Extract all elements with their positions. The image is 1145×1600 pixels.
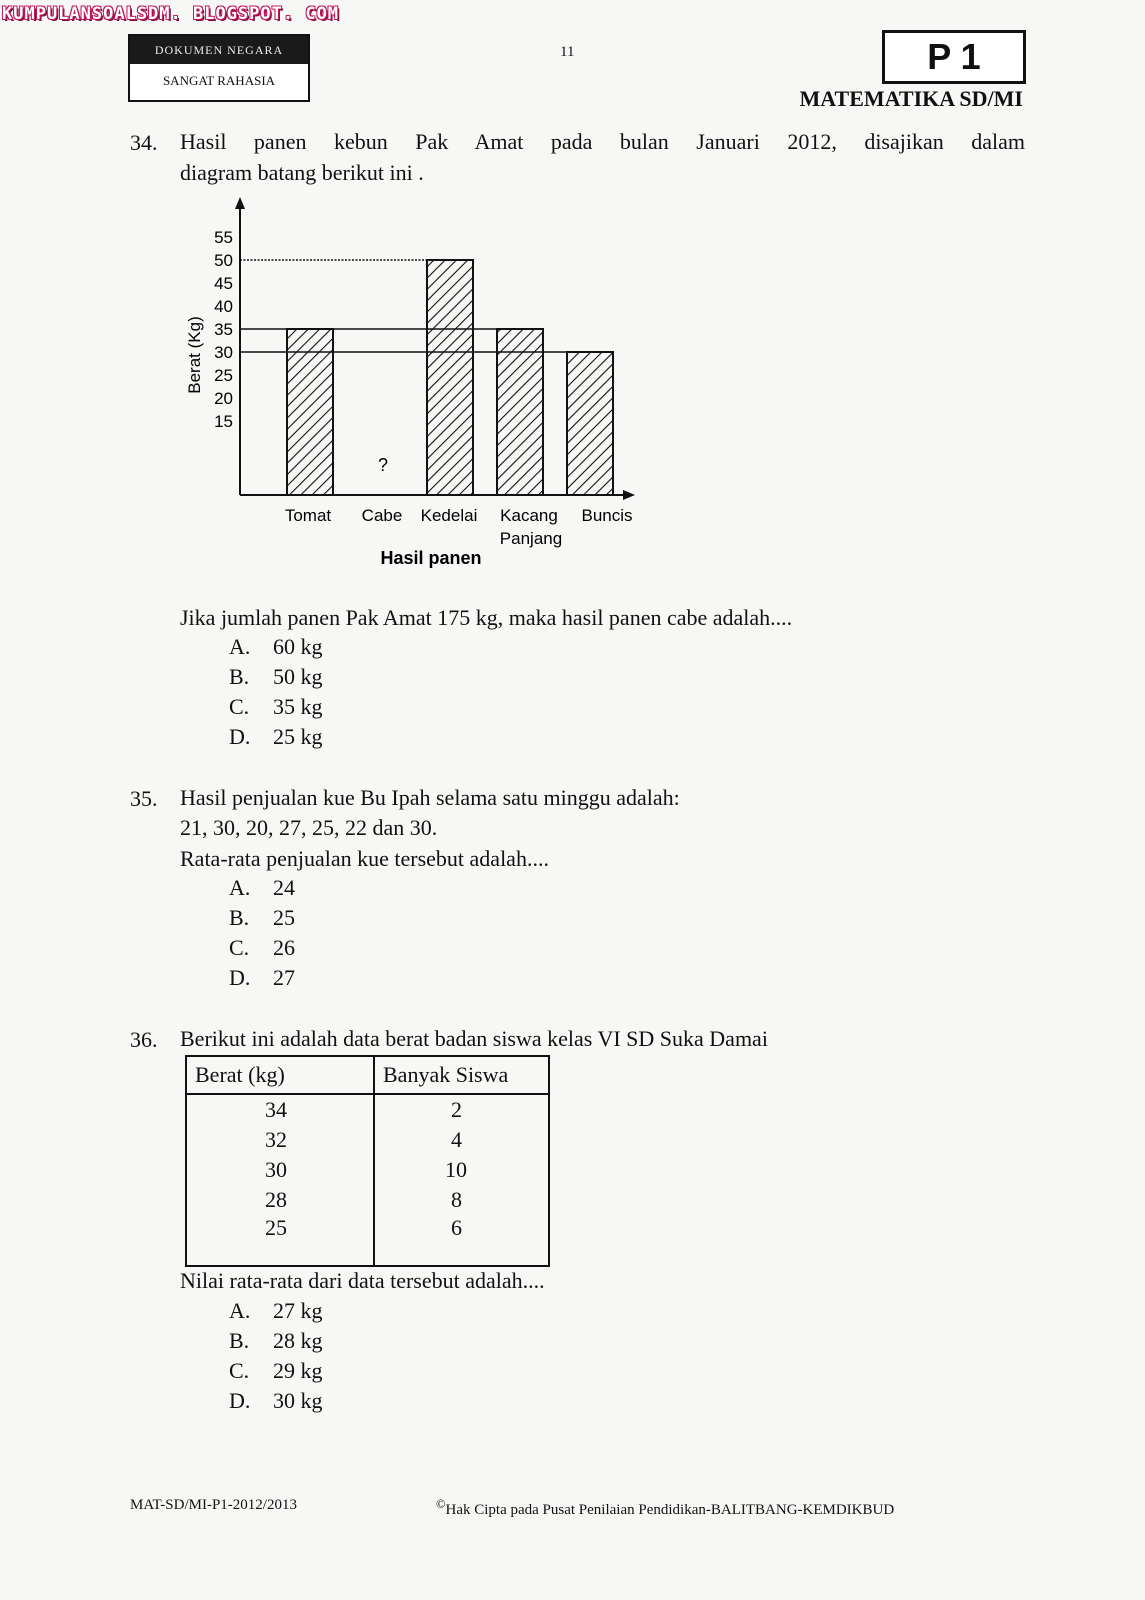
option-label: B. (229, 664, 250, 689)
q35-option-d[interactable] (229, 963, 295, 993)
y-tick-label: 25 (214, 366, 233, 385)
q36-text: Berikut ini adalah data berat badan siswa kelas VI SD Suka Damai (180, 1026, 768, 1051)
classification-box (128, 34, 310, 102)
y-tick-label: 45 (214, 274, 233, 293)
option-label: C. (229, 1358, 250, 1383)
q34-text-line2: diagram batang berikut ini . (180, 160, 424, 185)
table-cell-weight: 32 (186, 1125, 374, 1155)
option-label: C. (229, 935, 250, 960)
x-tick-label: Kedelai (420, 506, 478, 525)
x-axis-arrow (623, 490, 635, 500)
option-text: 27 (273, 965, 295, 990)
x-tick-label: Buncis (581, 506, 633, 525)
q34-options (229, 632, 323, 752)
q35-option-b[interactable] (229, 903, 295, 933)
classification-top: DOKUMEN NEGARA (130, 36, 308, 64)
option-label: D. (229, 724, 251, 749)
y-axis-arrow (235, 197, 245, 209)
q34-option-c[interactable] (229, 692, 323, 722)
q35-option-a[interactable] (229, 873, 295, 903)
table-cell-weight: 34 (186, 1094, 374, 1125)
q34-option-a[interactable] (229, 632, 323, 662)
option-text: 35 kg (273, 694, 323, 719)
q34-text-line1: Hasil panen kebun Pak Amat pada bulan Januari 2012, disajikan dalam (180, 129, 1025, 154)
option-text: 25 (273, 905, 295, 930)
table-header-row (186, 1056, 549, 1094)
q36-options (229, 1296, 323, 1416)
table-cell-weight: 25 (186, 1215, 374, 1266)
table-row (186, 1155, 549, 1185)
y-axis-label: Berat (Kg) (185, 316, 204, 394)
bar-tomat (287, 329, 333, 495)
q34-option-b[interactable] (229, 662, 323, 692)
option-text: 24 (273, 875, 295, 900)
q36-option-b[interactable] (229, 1326, 323, 1356)
subject-title: MATEMATIKA SD/MI (799, 86, 1023, 111)
q35-options (229, 873, 295, 993)
y-tick-label: 40 (214, 297, 233, 316)
option-label: B. (229, 905, 250, 930)
y-tick-label: 35 (214, 320, 233, 339)
option-text: 25 kg (273, 724, 323, 749)
q35-option-c[interactable] (229, 933, 295, 963)
table-cell-weight: 30 (186, 1155, 374, 1185)
page-number: 11 (560, 44, 575, 60)
x-tick-label: Panjang (499, 529, 563, 548)
x-tick-label: Kacang (500, 506, 558, 525)
paper-code: P 1 (882, 30, 1026, 84)
table-cell-weight: 28 (186, 1185, 374, 1215)
table-cell-count: 8 (374, 1185, 549, 1215)
option-text: 26 (273, 935, 295, 960)
y-tick-label: 15 (214, 412, 233, 431)
q34-option-d[interactable] (229, 722, 323, 752)
table-row (186, 1094, 549, 1125)
table-header-weight: Berat (kg) (186, 1056, 374, 1094)
weight-table (185, 1055, 550, 1267)
q35-number: 35. (130, 786, 158, 811)
table-cell-count: 6 (374, 1215, 549, 1266)
option-label: A. (229, 1298, 251, 1323)
y-tick-label: 20 (214, 389, 233, 408)
footer-code: MAT-SD/MI-P1-2012/2013 (130, 1497, 297, 1513)
x-tick-label: Tomat (284, 506, 332, 525)
q35-text-line2: 21, 30, 20, 27, 25, 22 dan 30. (180, 815, 438, 840)
q36-option-c[interactable] (229, 1356, 323, 1386)
table-header-count: Banyak Siswa (374, 1056, 549, 1094)
option-label: B. (229, 1328, 250, 1353)
option-text: 30 kg (273, 1388, 323, 1413)
x-tick-label: Cabe (361, 506, 403, 525)
q34-question: Jika jumlah panen Pak Amat 175 kg, maka hasil panen cabe adalah.... (180, 605, 793, 630)
table-row (186, 1215, 549, 1266)
q36-question: Nilai rata-rata dari data tersebut adalah.... (180, 1268, 545, 1293)
q36-option-d[interactable] (229, 1386, 323, 1416)
y-tick-label: 30 (214, 343, 233, 362)
option-text: 29 kg (273, 1358, 323, 1383)
option-label: A. (229, 634, 251, 659)
x-axis-label: Hasil panen (380, 548, 482, 568)
table-cell-count: 10 (374, 1155, 549, 1185)
option-text: 60 kg (273, 634, 323, 659)
footer-copyright (436, 1497, 894, 1519)
option-text: 50 kg (273, 664, 323, 689)
table-cell-count: 2 (374, 1094, 549, 1125)
y-tick-label: 55 (214, 228, 233, 247)
bar-chart (170, 195, 660, 580)
q35-text-line3: Rata-rata penjualan kue tersebut adalah.... (180, 846, 549, 871)
bar-kacang-panjang (497, 329, 543, 495)
table-row (186, 1125, 549, 1155)
option-label: C. (229, 694, 250, 719)
unknown-value-marker: ? (377, 455, 389, 475)
option-label: A. (229, 875, 251, 900)
option-label: D. (229, 965, 251, 990)
bar-kedelai (427, 260, 473, 495)
watermark-text: KUMPULANSOALSDM. BLOGSPOT. COM (2, 4, 340, 24)
option-text: 27 kg (273, 1298, 323, 1323)
bar-buncis (567, 352, 613, 495)
classification-bottom: SANGAT RAHASIA (162, 73, 276, 88)
q36-option-a[interactable] (229, 1296, 323, 1326)
option-text: 28 kg (273, 1328, 323, 1353)
q36-number: 36. (130, 1027, 158, 1052)
footer-copyright-text: Hak Cipta pada Pusat Penilaian Pendidikan-BALITBANG-KEMDIKBUD (445, 1502, 895, 1518)
option-label: D. (229, 1388, 251, 1413)
table-cell-count: 4 (374, 1125, 549, 1155)
table-row (186, 1185, 549, 1215)
q35-text-line1: Hasil penjualan kue Bu Ipah selama satu minggu adalah: (180, 785, 680, 810)
y-tick-label: 50 (214, 251, 233, 270)
copyright-symbol: © (436, 1497, 446, 1511)
q34-number: 34. (130, 130, 158, 155)
